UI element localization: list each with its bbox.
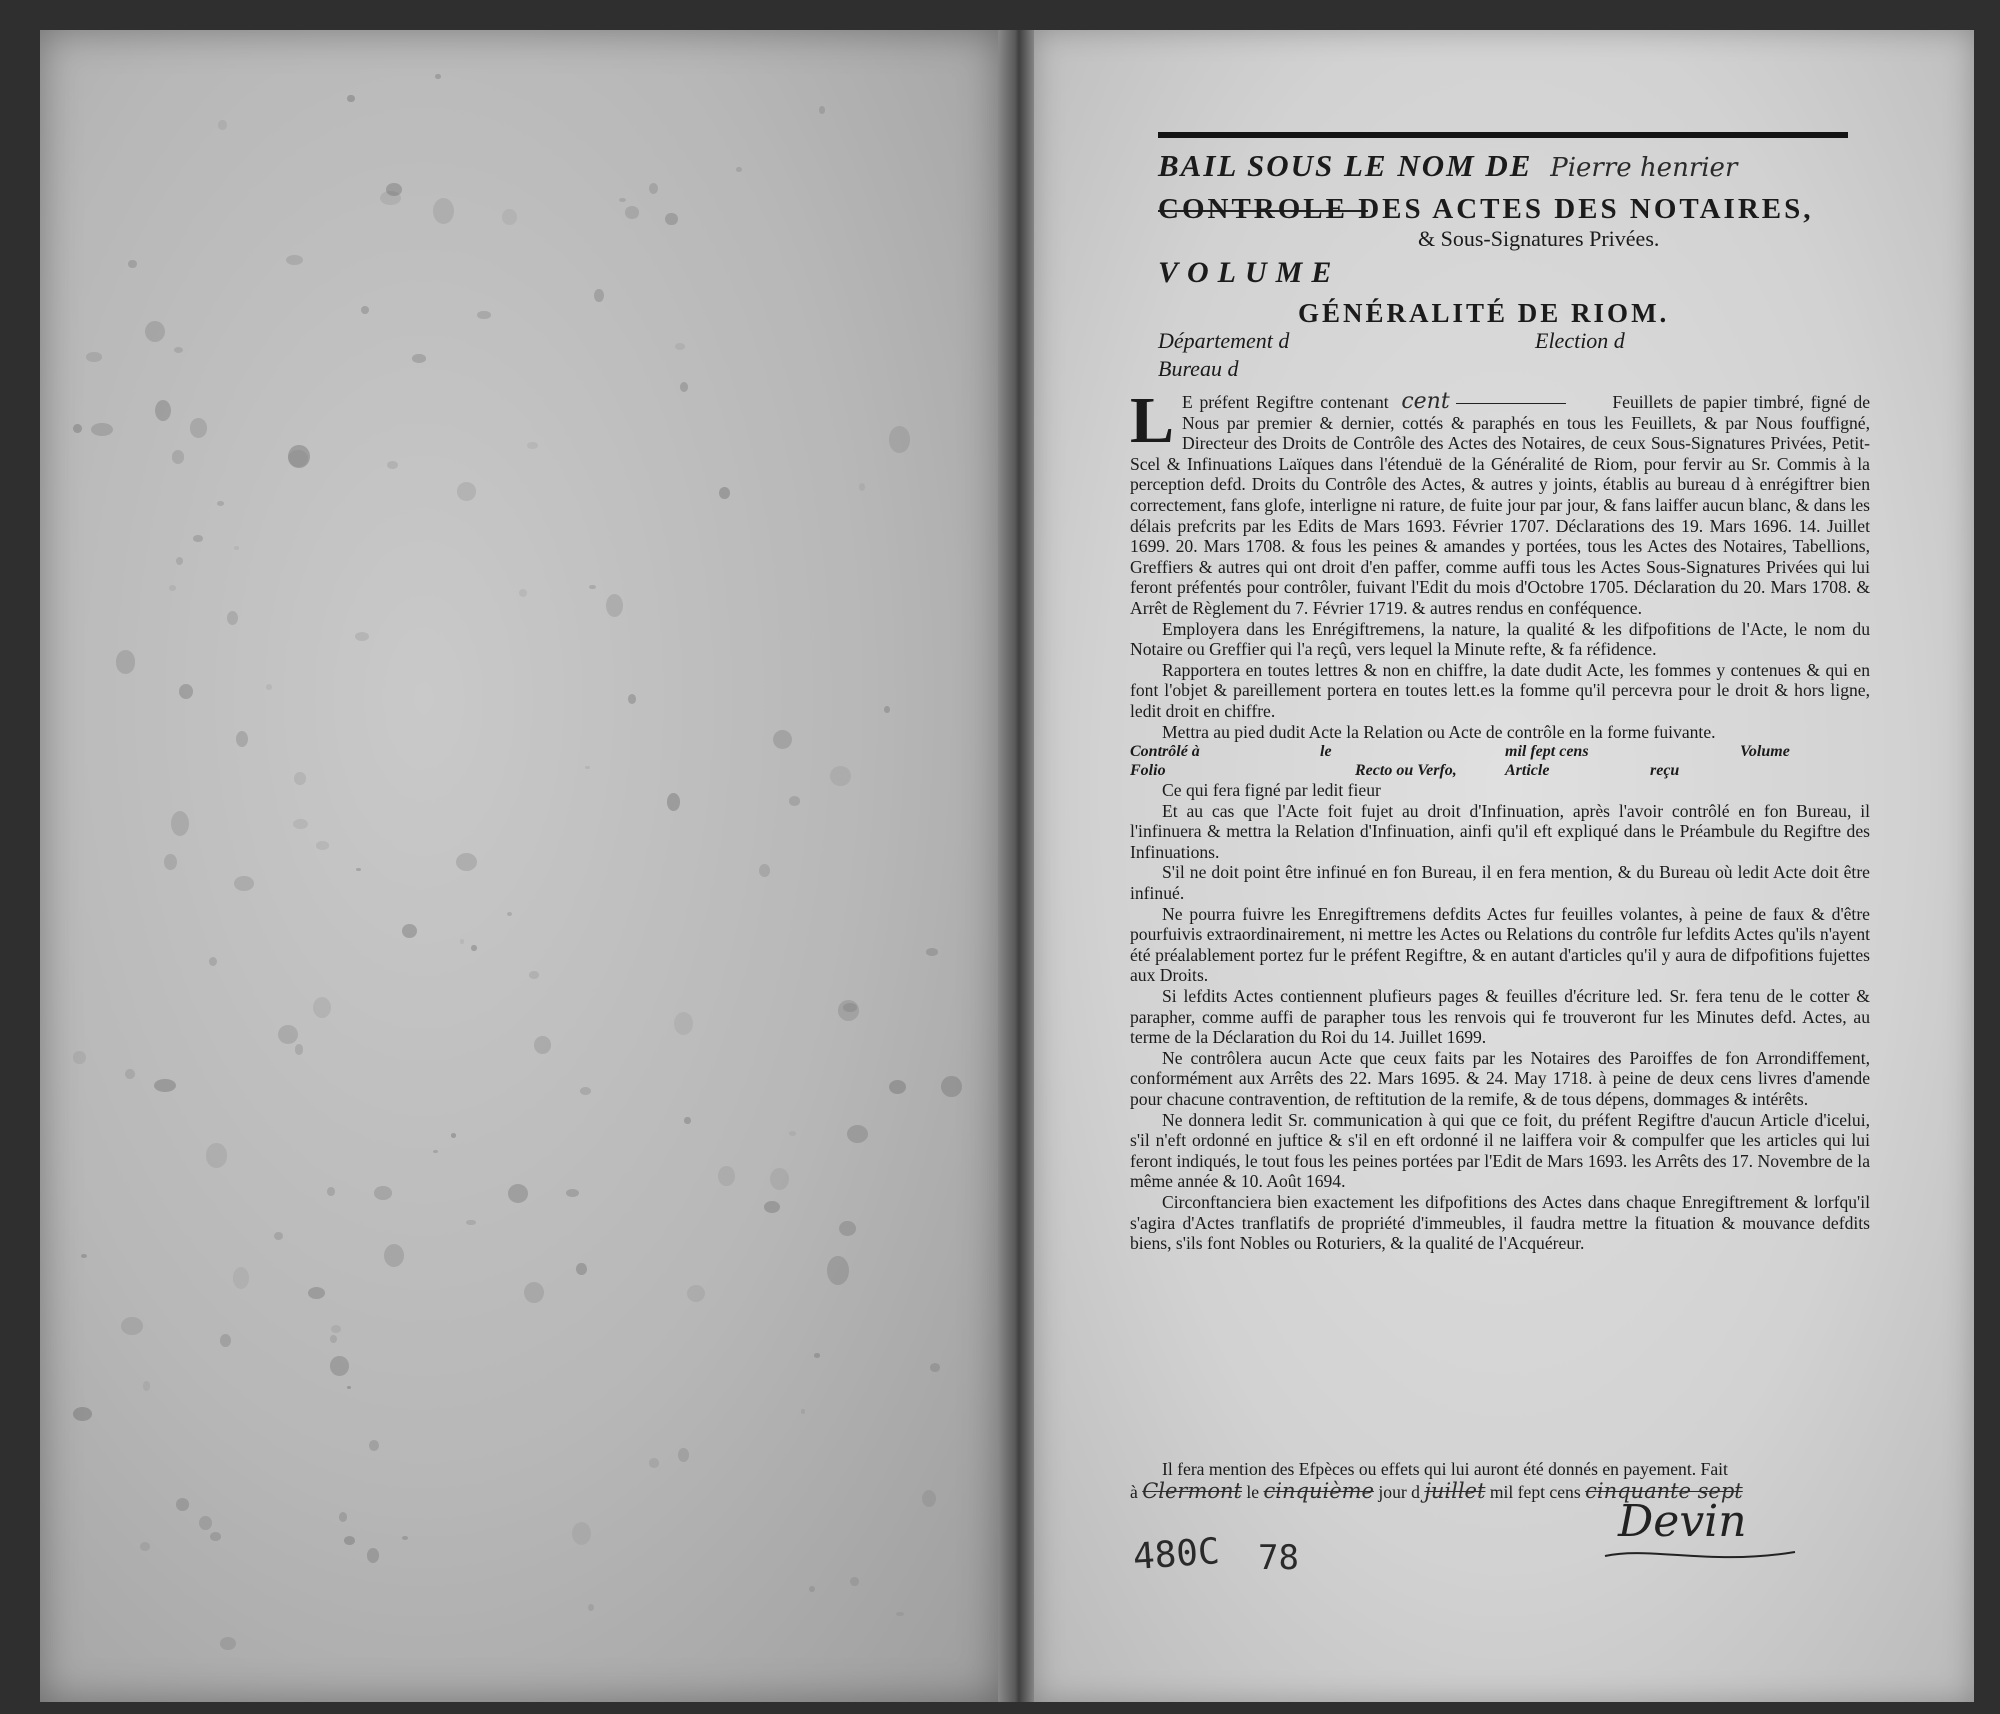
book-gutter: [998, 30, 1036, 1702]
foxing-spot: [594, 289, 603, 302]
foxing-spot: [827, 1256, 848, 1285]
foxing-spot: [361, 306, 369, 314]
foxing-spot: [477, 311, 491, 320]
foxing-spot: [171, 811, 189, 836]
foxing-spot: [850, 1577, 858, 1586]
foxing-spot: [684, 1117, 691, 1125]
foxing-spot: [218, 120, 226, 130]
foxing-spot: [227, 611, 238, 625]
foxing-spot: [830, 766, 851, 786]
departement-label: Département d: [1158, 328, 1290, 353]
closing-block: [1130, 1458, 1890, 1503]
control-form-row-2: [1130, 761, 1870, 780]
foxing-spot: [380, 191, 401, 205]
foxing-spot: [278, 1025, 298, 1044]
foxing-spot: [433, 198, 454, 224]
archive-mark-left: 480C: [1131, 1531, 1222, 1578]
foxing-spot: [330, 1356, 349, 1376]
foxing-spot: [233, 1267, 249, 1289]
foxing-spot: [86, 352, 102, 362]
handwritten-place: Clermont: [1142, 1479, 1242, 1503]
foxing-spot: [529, 971, 539, 979]
register-text: [1130, 384, 1871, 1254]
paragraph: Ne pourra fuivre les Enregiftremens defdits Actes fur feuilles volantes, à peine de faux & d'être pourfuivis extraordinairement, ni mettre les Actes ou Relations du contrôle fur lefdits Actes qu'ils n'ayent été préalablement portez fur le préfent Regiftre, & en autant d'articles qu'il y aura de difpofitions fujettes aux Droits.: [1130, 903, 1870, 986]
foxing-spot: [764, 1201, 780, 1213]
foxing-spot: [680, 382, 688, 392]
foxing-spot: [293, 819, 308, 829]
foxing-spot: [435, 74, 441, 80]
handwritten-count: cent: [1401, 389, 1450, 414]
top-rule: [1158, 132, 1848, 138]
paragraph: Ne contrôlera aucun Acte que ceux faits par les Notaires des Paroiffes de fon Arrondiffement, conformément aux Arrêts des 22. Mars 1695. & 24. May 1718. à peine de deux cens livres d'amende pour chacune contravention, de reftitution de la remife, & de tous dépens, dommages & intérêts.: [1130, 1047, 1870, 1109]
foxing-spot: [190, 418, 208, 438]
foxing-spot: [649, 1458, 659, 1468]
foxing-spot: [116, 650, 136, 673]
paragraph: Mettra au pied dudit Acte la Relation ou Acte de contrôle en la forme fuivante.: [1162, 721, 1716, 742]
foxing-spot: [814, 1353, 820, 1357]
foxing-spot: [941, 1076, 961, 1097]
title-prefix: BAIL SOUS LE NOM DE: [1158, 148, 1533, 183]
foxing-spot: [387, 461, 398, 469]
paragraph: Circonftanciera bien exactement les difpofitions des Actes dans chaque Enregiftrement & lorfqu'il s'agira d'Actes tranflatifs de propriété d'immeubles, il faudra mettre la fituation & mouvance defdits biens, s'ils font Nobles ou Roturiers, & la qualité de l'Acquéreur.: [1130, 1191, 1870, 1254]
foxing-spot: [649, 183, 658, 194]
main-heading: CONTROLE DES ACTES DES NOTAIRES,: [1158, 193, 1814, 225]
foxing-spot: [589, 585, 596, 590]
generalite-heading: GÉNÉRALITÉ DE RIOM.: [1298, 298, 1670, 328]
foxing-spot: [926, 948, 938, 956]
form-field: Volume: [1740, 743, 1790, 761]
closing-line: Il fera mention des Efpèces ou effets qui lui auront été donnés en payement. Fait: [1162, 1459, 1728, 1479]
foxing-spot: [193, 535, 202, 542]
paragraph: S'il ne doit point être infinué en fon Bureau, il en fera mention, & du Bureau où ledit Acte doit être infinué.: [1130, 862, 1870, 904]
closing-a: à: [1130, 1482, 1138, 1502]
foxing-spot: [369, 1440, 379, 1451]
count-underline: [1456, 403, 1566, 404]
control-form-row-1: [1130, 742, 1870, 761]
handwritten-year: cinquante sept: [1585, 1479, 1743, 1503]
left-page-blank: [40, 30, 1000, 1702]
volume-label: VOLUME: [1158, 256, 1341, 289]
foxing-spot: [580, 1087, 592, 1095]
closing-jour: jour d: [1378, 1482, 1420, 1502]
foxing-spot: [344, 1536, 355, 1545]
foxing-spot: [234, 876, 255, 891]
paragraph: Si lefdits Actes contiennent plufieurs pages & feuilles d'écriture led. Sr. fera tenu de le cotter & parapher, comme auffi de parapher tous les renvois qui fe trouveront fur les Minutes defd. Actes, au terme de la Déclaration du Roi du 14. Juillet 1699.: [1130, 986, 1870, 1048]
foxing-spot: [164, 854, 176, 870]
foxing-spot: [274, 1232, 283, 1240]
closing-le: le: [1246, 1482, 1260, 1502]
foxing-spot: [884, 706, 890, 713]
paragraph: Rapportera en toutes lettres & non en chiffre, la date dudit Acte, les fommes y contenues & qui en font l'objet & pareillement portera en toutes lett.es la fomme qu'il percevra pour le droit & hors ligne, ledit droit en chiffre.: [1130, 659, 1870, 721]
foxing-spot: [789, 796, 800, 806]
paragraph: Ce qui fera figné par ledit fieur: [1162, 780, 1381, 801]
foxing-spot: [402, 1536, 408, 1540]
intro-paragraph: [1130, 384, 1871, 619]
form-field: Article: [1505, 762, 1550, 780]
form-field: mil fept cens: [1505, 743, 1589, 761]
foxing-spot: [143, 1381, 150, 1390]
foxing-spot: [889, 1080, 906, 1094]
foxing-spot: [339, 1512, 347, 1522]
foxing-spot: [402, 924, 417, 938]
director-signature: Devin: [1618, 1496, 1747, 1547]
paragraph: Employera dans les Enrégiftremens, la nature, la qualité & les difpofitions de l'Acte, le nom du Notaire ou Greffier qui l'a reçû, vers lequel la Minute refte, & fa réfidence.: [1130, 618, 1870, 660]
foxing-spot: [896, 1612, 903, 1617]
closing-mil: mil fept cens: [1489, 1482, 1581, 1502]
form-field: Contrôlé à: [1130, 743, 1200, 761]
foxing-spot: [718, 1166, 735, 1186]
foxing-spot: [331, 1325, 341, 1333]
form-field: le: [1320, 743, 1332, 761]
foxing-spot: [576, 1263, 586, 1275]
drop-cap: L: [1130, 384, 1175, 457]
foxing-spot: [266, 684, 272, 689]
foxing-spot: [859, 483, 865, 491]
foxing-spot: [789, 1131, 796, 1136]
foxing-spot: [174, 347, 183, 353]
foxing-spot: [308, 1287, 325, 1299]
foxing-spot: [770, 1168, 788, 1190]
foxing-spot: [206, 1143, 228, 1168]
foxing-spot: [889, 426, 910, 452]
foxing-spot: [210, 1532, 220, 1541]
foxing-spot: [675, 343, 685, 350]
handwritten-month: juillet: [1424, 1479, 1486, 1503]
foxing-spot: [316, 841, 329, 849]
foxing-spot: [809, 1586, 814, 1592]
bureau-label: Bureau d: [1158, 356, 1239, 381]
foxing-spot: [665, 213, 677, 226]
foxing-spot: [355, 632, 369, 641]
foxing-spot: [73, 424, 82, 434]
foxing-spot: [451, 1133, 457, 1138]
foxing-spot: [502, 209, 517, 225]
intro-text-c: par premier & dernier, cottés & paraphés en tous les Feuillets, & par Nous fouffigné, Directeur des Droits de Contrôle des Actes des Notaires, de ceux Sous-Signatures Privées, Petit-Scel & Infinuations Laïques dans l'étenduë de la Généralité de Riom, pour fervir au Sr. Commis à la perception defd. Droits du Contrôle des Actes, & autres y joints, établis au bureau d à enrégiftrer bien correctement, fans glofe, interligne ni rature, de fuite jour par jour, & fans laiffer aucun blanc, & dans les délais prefcrits par les Edits de Mars 1693. Février 1707. Déclarations des 19. Mars 1696. 14. Juillet 1699. 20. Mars 1708. & fous les peines & amandes y portées, tous les Actes des Notaires, Tabellions, Greffiers & autres qui ont droit d'en paffer, comme auffi tous les Actes Sous-Signatures Privées qui lui feront préfentés pour contrôler, fuivant l'Edit du mois d'Octobre 1705. Déclaration du 20. Mars 1708. & Arrêt de Règlement du 7. Février 1719. & autres rendus en conféquence.: [1130, 412, 1870, 618]
form-field: Recto ou Verfo,: [1355, 762, 1457, 780]
foxing-spot: [471, 945, 476, 951]
foxing-spot: [466, 1220, 475, 1225]
foxing-spot: [667, 793, 680, 810]
intro-text-a: E préfent Regiftre contenant: [1182, 392, 1389, 412]
foxing-spot: [145, 321, 165, 342]
election-label: Election d: [1535, 328, 1625, 353]
foxing-spot: [169, 585, 176, 591]
date-place-line: [1130, 1480, 1890, 1503]
foxing-spot: [356, 868, 360, 871]
foxing-spot: [519, 589, 528, 597]
foxing-spot: [606, 594, 623, 617]
foxing-spot: [125, 1069, 135, 1079]
paragraph: Et au cas que l'Acte foit fujet au droit d'Infinuation, après l'avoir contrôlé en fon Bureau, il l'infinuera & mettra la Relation d'Infinuation, ainfi qu'il eft expliqué dans le Préambule du Regiftre des Infinuations.: [1130, 800, 1870, 862]
foxing-spot: [327, 1187, 334, 1196]
foxing-spot: [121, 1317, 143, 1335]
paragraph: Ne donnera ledit Sr. communication à qui que ce foit, du préfent Regiftre d'aucun Article d'icelui, s'il n'eft ordonné en juftice & s'il en eft ordonné il ne laiffera voir & compulfer que les articles qui lui feront indiqués, le tout fous les peines portées par l'Edit de Mars 1693. les Arrêts des 17. Novembre de la même année & 10. Août 1694.: [1130, 1109, 1870, 1192]
foxing-spot: [847, 1125, 868, 1143]
foxing-spot: [508, 1184, 528, 1203]
foxing-spot: [374, 1186, 392, 1200]
foxing-spot: [524, 1282, 544, 1303]
foxing-spot: [220, 1334, 231, 1347]
intro-text-b: Feuillets de papier timbré, figné de Nous: [1182, 392, 1871, 433]
foxing-spot: [172, 450, 185, 463]
signature-flourish: [1600, 1544, 1800, 1566]
handwritten-name: Pierre henrier: [1550, 153, 1738, 183]
foxing-spot: [154, 1079, 176, 1092]
form-field: Folio: [1130, 762, 1166, 780]
foxing-spot: [295, 1044, 304, 1054]
foxing-spot: [155, 400, 171, 421]
archive-mark-right: 78: [1258, 1538, 1299, 1578]
foxing-spot: [288, 445, 310, 469]
foxing-spot: [719, 487, 730, 500]
foxing-spot: [759, 864, 770, 877]
foxing-spot: [412, 354, 425, 362]
foxing-spot: [819, 106, 825, 113]
foxing-spot: [294, 772, 306, 785]
foxing-spot: [457, 482, 476, 500]
foxing-spot: [199, 1516, 212, 1530]
handwritten-day: cinquième: [1263, 1479, 1374, 1503]
foxing-spot: [91, 423, 113, 436]
foxing-spot: [572, 1522, 591, 1545]
foxing-spot: [347, 95, 355, 103]
foxing-spot: [628, 694, 636, 704]
sub-heading: & Sous-Signatures Privées.: [1418, 226, 1660, 251]
form-field: reçu: [1650, 762, 1680, 780]
foxing-spot: [585, 766, 589, 770]
foxing-spot: [73, 1051, 86, 1063]
foxing-spot: [674, 1012, 693, 1035]
